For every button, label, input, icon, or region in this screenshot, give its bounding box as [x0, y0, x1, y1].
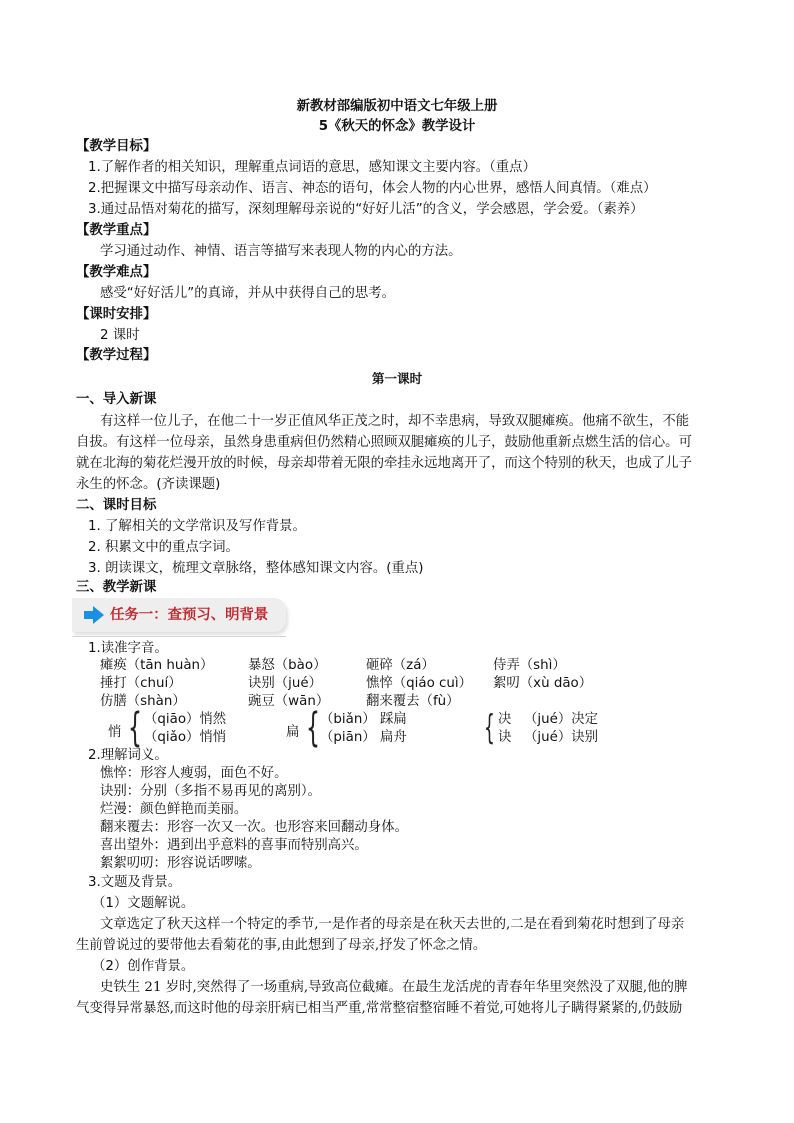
pronunciation-entry: 仿膳（shàn） — [100, 694, 186, 709]
background-line: 史铁生 21 岁时,突然得了一场重病,导致高位截瘫。在最生龙活虎的青春年华里突然没了双腿,他的脾 — [100, 980, 688, 995]
pronunciation-entry: 暴怒（bào） — [248, 658, 327, 673]
brace-icon: { — [128, 705, 142, 751]
brace-icon: { — [306, 705, 320, 751]
vocab-item: 憔悴：形容人瘦弱，面色不好。 — [100, 766, 288, 781]
vocab-item: 喜出望外：遇到出乎意料的喜事而特别高兴。 — [100, 838, 368, 853]
background-sub-heading: （1）文题解说。 — [92, 896, 195, 911]
intro-heading: 一、导入新课 — [76, 392, 157, 407]
document-title: 新教材部编版初中语文七年级上册 — [296, 99, 498, 114]
background-line: 气变得异常暴怒,而这时他的母亲肝病已相当严重,常常整宿整宿睡不着觉,可她将儿子瞒得紧紧的,仍鼓励 — [76, 1001, 683, 1016]
banner-divider — [72, 636, 286, 637]
pronunciation-entry: 瘫痪（tān huàn） — [100, 658, 214, 673]
pronunciation-entry: 憔悴（qiáo cuì） — [366, 676, 473, 691]
poly-char: 悄 — [108, 725, 122, 740]
background-line: 文章选定了秋天这样一个特定的季节,一是作者的母亲是在秋天去世的,二是在看到菊花时想到了母亲 — [100, 917, 685, 932]
goals-heading: 【教学目标】 — [76, 139, 157, 154]
pronunciation-entry: 捶打（chuí） — [100, 676, 182, 691]
vocab-item: 絮絮叨叨：形容说话啰嗦。 — [100, 856, 261, 871]
lesson-goal-item: 2. 积累文中的重点字词。 — [88, 540, 239, 555]
poly-char: 扁 — [286, 725, 300, 740]
poly-reading: （jué）决定 — [524, 712, 599, 727]
goal-item: 3.通过品悟对菊花的描写，深刻理解母亲说的“好好儿活”的含义，学会感恩，学会爱。（素养） — [88, 202, 644, 217]
intro-line: 自拔。有这样一位母亲，虽然身患重病但仍然精心照顾双腿瘫痪的儿子，鼓励他重新点燃生活的信心。可 — [76, 435, 692, 450]
pronunciation-entry: 絮叨（xù dāo） — [493, 676, 593, 691]
pronunciation-heading: 1.读准字音。 — [88, 641, 168, 656]
poly-char: 诀 — [498, 730, 512, 745]
task-label: 任务一：查预习、明背景 — [110, 606, 269, 623]
document-subtitle: 5《秋天的怀念》教学设计 — [318, 119, 476, 134]
intro-line: 就在北海的菊花烂漫开放的时候，母亲却带着无限的牵挂永远地离开了，而这个特别的秋天，也成了儿子 — [76, 456, 692, 471]
difficulty-heading: 【教学难点】 — [76, 265, 157, 280]
vocab-item: 翻来覆去：形容一次又一次。也形容来回翻动身体。 — [100, 820, 408, 835]
vocab-item: 诀别：分别（多指不易再见的离别）。 — [100, 784, 321, 799]
poly-reading: （biǎn） 踩扁 — [320, 712, 407, 727]
schedule-heading: 【课时安排】 — [76, 307, 157, 322]
pronunciation-entry: 翻来覆去（fù） — [366, 694, 460, 709]
poly-reading: （qiǎo）悄悄 — [144, 730, 227, 745]
lesson-goal-item: 3. 朗读课文，梳理文章脉络，整体感知课文内容。(重点) — [88, 561, 424, 576]
background-line: 生前曾说过的要带他去看菊花的事,由此想到了母亲,抒发了怀念之情。 — [76, 938, 487, 953]
poly-char: 决 — [498, 712, 512, 727]
vocab-heading: 2.理解词义。 — [88, 748, 168, 763]
pronunciation-entry: 砸碎（zá） — [366, 658, 435, 673]
intro-line: 有这样一位儿子，在他二十一岁正值风华正茂之时，却不幸患病，导致双腿瘫痪。他痛不欲生，不能 — [100, 414, 690, 429]
pronunciation-entry: 诀别（jué） — [248, 676, 323, 691]
schedule-text: 2 课时 — [100, 328, 140, 343]
goal-item: 1.了解作者的相关知识，理解重点词语的意思，感知课文主要内容。（重点） — [88, 160, 536, 175]
poly-reading: （jué）诀别 — [524, 730, 599, 745]
background-sub-heading: （2）创作背景。 — [92, 959, 195, 974]
lesson-goals-heading: 二、课时目标 — [76, 498, 157, 513]
key-point-heading: 【教学重点】 — [76, 223, 157, 238]
difficulty-text: 感受“好好活儿”的真谛，并从中获得自己的思考。 — [100, 286, 396, 301]
key-point-text: 学习通过动作、神情、语言等描写来表现人物的内心的方法。 — [100, 244, 462, 259]
brace-icon: { — [484, 708, 495, 748]
goal-item: 2.把握课文中描写母亲动作、语言、神态的语句，体会人物的内心世界，感悟人间真情。（难点） — [88, 181, 657, 196]
pronunciation-entry: 侍弄（shì） — [493, 658, 566, 673]
vocab-item: 烂漫：颜色鲜艳而美丽。 — [100, 802, 248, 817]
poly-reading: （piān） 扁舟 — [320, 730, 407, 745]
poly-reading: （qiāo）悄然 — [144, 712, 227, 727]
background-heading: 3.文题及背景。 — [88, 875, 182, 890]
process-heading: 【教学过程】 — [76, 348, 157, 363]
pronunciation-entry: 豌豆（wān） — [248, 694, 330, 709]
intro-line: 永生的怀念。(齐读课题) — [76, 477, 221, 492]
lesson-goal-item: 1. 了解相关的文学常识及写作背景。 — [88, 519, 306, 534]
arrow-right-icon — [84, 606, 104, 624]
lesson-title: 第一课时 — [371, 371, 423, 386]
new-lesson-heading: 三、教学新课 — [76, 580, 157, 595]
